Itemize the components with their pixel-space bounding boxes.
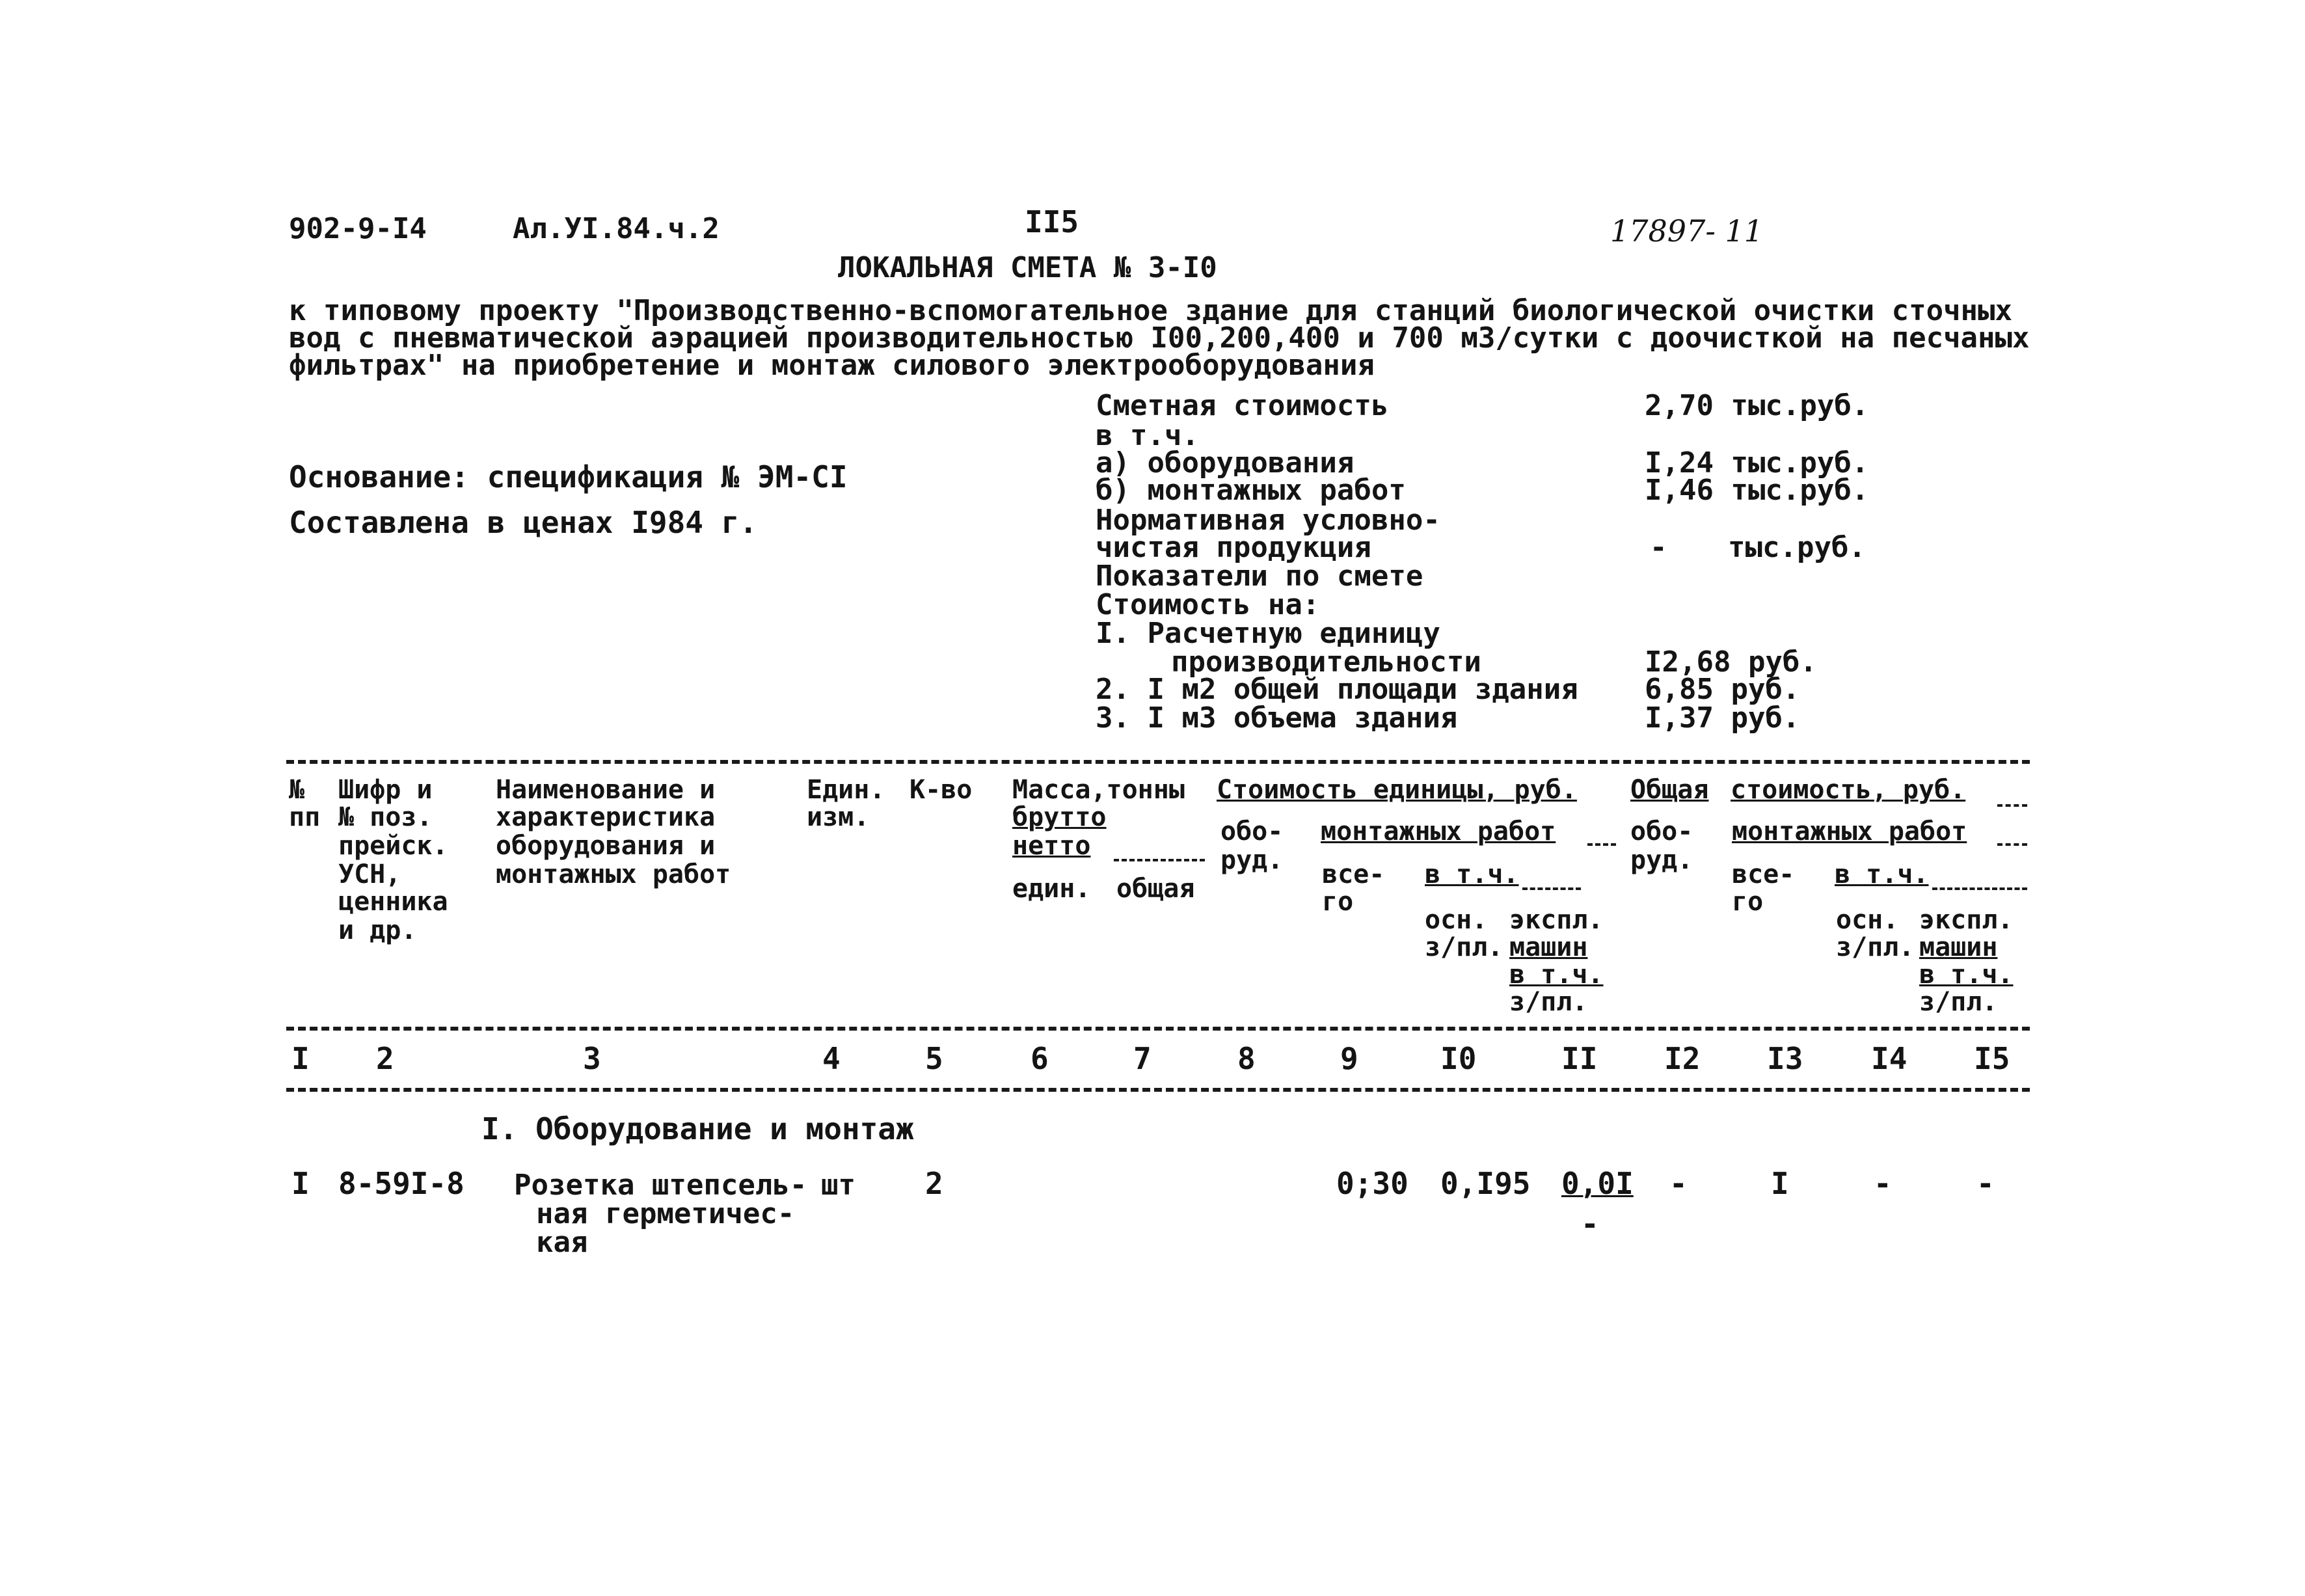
hdr-c2f: и др. [338,915,417,945]
summary-item-3: 3. I м3 объема здания [1096,701,1458,735]
inventory-stamp: 17897- 11 [1610,213,1764,249]
basis-prices: Составлена в ценах I984 г. [289,505,758,540]
hdr-c14b: з/пл. [1836,932,1915,962]
summary-item-3-value: I,37 руб. [1645,701,1800,735]
row-name-3: кая [536,1226,588,1259]
hdr-mont-2-rule [1997,843,2027,846]
colnum-11: II [1561,1041,1598,1076]
hdr-c10a: осн. [1425,905,1488,935]
hdr-c4a: Един. [807,775,885,805]
column-number-top-rule [286,1027,2030,1031]
colnum-7: 7 [1133,1041,1152,1076]
hdr-c4b: изм. [807,802,870,832]
hdr-c10b: з/пл. [1425,932,1503,962]
summary-normative-label-2: чистая продукция [1096,531,1371,564]
estimate-title: ЛОКАЛЬНАЯ СМЕТА № 3-I0 [838,251,1217,284]
row-mont-total: I [1771,1166,1789,1201]
intro-line-1: к типовому проекту "Производственно-вспомогательное здание для станций биологической очистки сточных [289,294,2013,327]
hdr-c3a: Наименование и [496,775,716,805]
hdr-c3d: монтажных работ [496,859,731,889]
row-mont-machines: - [1976,1166,1995,1201]
hdr-c11a: экспл. [1509,905,1604,935]
summary-cost-per: Стоимость на: [1096,588,1320,621]
summary-equipment-value: I,24 тыс.руб. [1645,446,1869,480]
intro-line-3: фильтрах" на приобретение и монтаж силового электрооборудования [289,349,1375,382]
row-machines-wage: - [1581,1206,1599,1241]
summary-cost-label: Сметная стоимость [1096,389,1389,422]
hdr-c14a: осн. [1836,905,1899,935]
intro-line-2: вод с пневматической аэрацией производительностью I00,200,400 и 700 м3/сутки с доочисткой на песчаных [289,321,2030,355]
hdr-c1b: пп [289,802,321,832]
hdr-c13b: го [1732,887,1764,917]
hdr-c6d: един. [1012,874,1091,904]
hdr-c9b: го [1322,887,1354,917]
hdr-mont-1: монтажных работ [1321,817,1556,846]
hdr-c7: общая [1116,874,1195,904]
summary-mounting-value: I,46 тыс.руб. [1645,474,1869,507]
colnum-3: 3 [583,1041,601,1076]
hdr-total-b: стоимость, руб. [1731,775,1966,805]
row-name-2: ная герметичес- [536,1197,795,1230]
hdr-c9a: все- [1322,859,1385,889]
summary-normative-unit: тыс.руб. [1728,531,1866,564]
hdr-c2e: ценника [338,887,448,917]
hdr-vtch-1-rule [1522,887,1581,890]
table-top-rule [286,760,2030,764]
hdr-c8b: руд. [1220,845,1284,875]
hdr-c8a: обо- [1220,817,1284,846]
basis-spec: Основание: спецификация № ЭМ-СI [289,459,848,494]
hdr-c15b: машин [1919,932,1998,962]
hdr-c12b: руд. [1630,845,1693,875]
summary-item-1: I. Расчетную единицу [1096,617,1440,650]
summary-indicators: Показатели по смете [1096,560,1423,593]
hdr-c11b: машин [1509,932,1588,962]
hdr-c2c: прейск. [338,831,448,861]
summary-item-2-value: 6,85 руб. [1645,673,1800,706]
hdr-vtch-1: в т.ч. [1425,859,1519,889]
hdr-c2d: УСН, [338,859,401,889]
row-machines: 0,0I [1561,1166,1634,1201]
hdr-total-a: Общая [1630,775,1709,805]
hdr-c6a: Масса,тонны [1012,775,1185,805]
page-number: II5 [1025,204,1079,239]
summary-item-2: 2. I м2 общей площади здания [1096,673,1578,706]
colnum-10: I0 [1440,1041,1477,1076]
hdr-c6-rule [1114,859,1205,861]
album-ref: Ал.УI.84.ч.2 [513,212,720,245]
row-mont-wage: - [1874,1166,1892,1201]
hdr-c12a: обо- [1630,817,1693,846]
hdr-vtch-2-rule [1932,887,2027,890]
doc-code: 902-9-I4 [289,212,427,245]
colnum-9: 9 [1340,1041,1358,1076]
hdr-c5: К-во [910,775,973,805]
summary-item-1-value: I2,68 руб. [1645,645,1817,679]
summary-normative-dash: - [1650,531,1667,564]
colnum-12: I2 [1664,1041,1701,1076]
row-unit: шт [821,1169,856,1202]
section-title: I. Оборудование и монтаж [481,1111,914,1146]
row-code: 8-59I-8 [338,1166,465,1201]
column-number-bottom-rule [286,1088,2030,1092]
hdr-c6c: нетто [1012,831,1091,861]
hdr-c15a: экспл. [1919,905,2014,935]
hdr-vtch-2: в т.ч. [1835,859,1929,889]
hdr-c2a: Шифр и [338,775,433,805]
row-qty: 2 [925,1166,943,1201]
colnum-2: 2 [376,1041,394,1076]
row-equip-total: - [1669,1166,1688,1201]
hdr-c3c: оборудования и [496,831,716,861]
colnum-6: 6 [1031,1041,1049,1076]
summary-normative-label-1: Нормативная условно- [1096,504,1440,537]
hdr-c1a: № [289,775,305,805]
summary-item-1b: производительности [1171,645,1481,679]
colnum-14: I4 [1871,1041,1907,1076]
row-base-wage: 0,I95 [1440,1166,1531,1201]
colnum-13: I3 [1767,1041,1803,1076]
summary-equipment-label: а) оборудования [1096,446,1355,480]
summary-cost-value: 2,70 тыс.руб. [1645,389,1869,422]
colnum-1: I [291,1041,310,1076]
colnum-8: 8 [1237,1041,1256,1076]
hdr-mont-1-rule [1587,843,1616,846]
hdr-c15d: з/пл. [1919,987,1998,1017]
hdr-c11c: в т.ч. [1509,960,1604,990]
row-num: I [291,1166,310,1201]
row-total-all: 0;30 [1336,1166,1409,1201]
hdr-c3b: характеристика [496,802,716,832]
row-name-1: Розетка штепсель- [514,1169,807,1202]
hdr-c13a: все- [1732,859,1795,889]
hdr-c6b: брутто [1012,802,1107,832]
colnum-4: 4 [822,1041,841,1076]
hdr-unit-cost: Стоимость единицы, руб. [1217,775,1577,805]
hdr-c11d: з/пл. [1509,987,1588,1017]
hdr-c15c: в т.ч. [1919,960,2014,990]
colnum-15: I5 [1974,1041,2010,1076]
colnum-5: 5 [925,1041,943,1076]
summary-incl: в т.ч. [1096,419,1199,452]
summary-mounting-label: б) монтажных работ [1096,474,1406,507]
hdr-mont-2: монтажных работ [1732,817,1967,846]
hdr-c2b: № поз. [338,802,433,832]
hdr-total-rule [1997,804,2027,807]
